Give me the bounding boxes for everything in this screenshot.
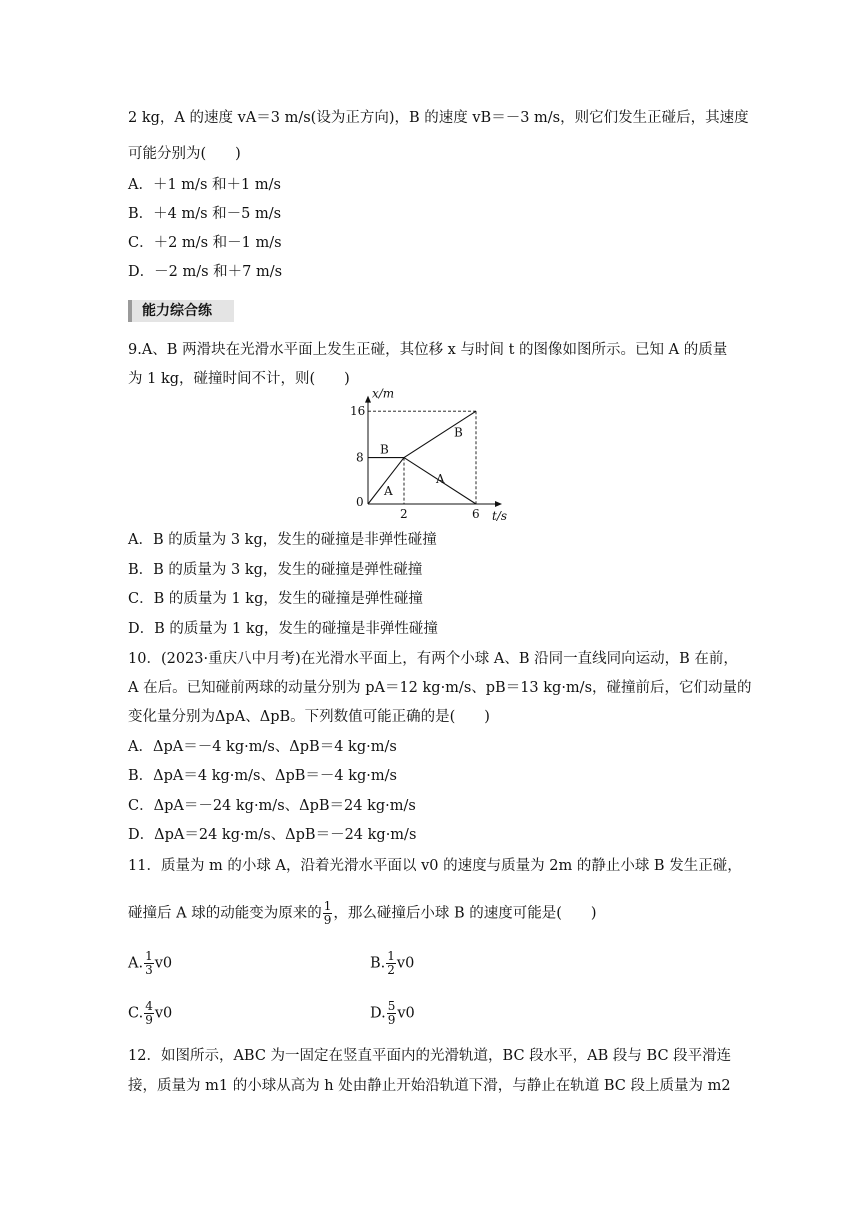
- fraction-denominator: 9: [387, 1013, 396, 1027]
- y-tick-label: 8: [356, 450, 364, 465]
- option-unit: v0: [397, 1005, 415, 1022]
- series-label-A: A: [436, 471, 445, 486]
- option-letter: D.: [370, 1005, 386, 1022]
- option-unit: v0: [154, 1005, 173, 1022]
- x-axis-label: t/s: [492, 509, 508, 523]
- q10-option-b: B．ΔpA＝4 kg·m/s、ΔpB＝－4 kg·m/s: [128, 768, 397, 784]
- q9-text-line2: 为 1 kg，碰撞时间不计，则( ): [128, 371, 350, 387]
- q8-text-line1: 2 kg，A 的速度 vA＝3 m/s(设为正方向)，B 的速度 vB＝－3 m/s，则它们发生正碰后，其速度: [128, 110, 749, 126]
- q11-line2-fraction: [323, 900, 333, 927]
- fraction-numerator: 1: [145, 949, 153, 963]
- option-unit: v0: [396, 955, 415, 972]
- series-label-B: B: [380, 442, 389, 457]
- q8-option-c: C．＋2 m/s 和－1 m/s: [128, 235, 282, 251]
- option-letter: C.: [128, 1005, 144, 1022]
- option-letter: B.: [370, 955, 386, 972]
- option-letter: A.: [128, 955, 144, 972]
- q8-option-d: D．－2 m/s 和＋7 m/s: [128, 264, 283, 280]
- y-axis-arrow: [365, 396, 371, 403]
- q10-text-line2: A 在后。已知碰前两球的动量分别为 pA＝12 kg·m/s、pB＝13 kg·m/s，碰撞前后，它们动量的: [128, 680, 752, 696]
- q11-option-d: [370, 1000, 415, 1027]
- q12-text-line1: 12．如图所示，ABC 为一固定在竖直平面内的光滑轨道，BC 段水平，AB 段与 BC 段平滑连: [128, 1048, 732, 1064]
- x-tick-label: 6: [472, 507, 480, 521]
- y-tick-label: 16: [350, 404, 366, 419]
- option-fraction: [386, 950, 396, 977]
- q10-option-c: C．ΔpA＝－24 kg·m/s、ΔpB＝24 kg·m/s: [128, 798, 416, 814]
- x-axis-arrow: [495, 501, 502, 507]
- fraction-denominator: 9: [323, 913, 332, 927]
- q9-option-d: D．B 的质量为 1 kg，发生的碰撞是非弹性碰撞: [128, 621, 438, 637]
- q8-text-line2: 可能分别为( ): [128, 146, 241, 162]
- q9-option-b: B．B 的质量为 3 kg，发生的碰撞是弹性碰撞: [128, 562, 423, 578]
- option-unit: v0: [154, 955, 173, 972]
- section-title: 能力综合练: [128, 300, 234, 322]
- q9-text-line1: 9.A、B 两滑块在光滑水平面上发生正碰，其位移 x 与时间 t 的图像如图所示。已知 A 的质量: [128, 342, 728, 358]
- x-tick-label: 2: [400, 507, 408, 521]
- fraction-numerator: 5: [387, 999, 396, 1013]
- q11-line2-before: 碰撞后 A 球的动能变为原来的: [128, 905, 322, 922]
- fraction-denominator: 2: [387, 963, 395, 977]
- option-fraction: [144, 1000, 154, 1027]
- q8-option-a: A．＋1 m/s 和＋1 m/s: [128, 177, 281, 193]
- xt-graph: [326, 386, 536, 523]
- q9-option-a: A．B 的质量为 3 kg，发生的碰撞是非弹性碰撞: [128, 532, 437, 548]
- q11-text-line2: [128, 900, 597, 927]
- y-axis-label: x/m: [372, 386, 395, 401]
- q10-option-a: A．ΔpA＝－4 kg·m/s、ΔpB＝4 kg·m/s: [128, 739, 397, 755]
- q11-text-line1: 11．质量为 m 的小球 A，沿着光滑水平面以 v0 的速度与质量为 2m 的静止小球 B 发生正碰，: [128, 858, 742, 874]
- option-fraction: [144, 950, 154, 977]
- q10-option-d: D．ΔpA＝24 kg·m/s、ΔpB＝－24 kg·m/s: [128, 827, 417, 843]
- series-label-B: B: [454, 425, 463, 440]
- q12-text-line2: 接，质量为 m1 的小球从高为 h 处由静止开始沿轨道下滑，与静止在轨道 BC 段上质量为 m2: [128, 1078, 731, 1094]
- series-label-A: A: [384, 483, 393, 498]
- fraction-numerator: 1: [387, 949, 395, 963]
- option-fraction: [387, 1000, 397, 1027]
- q11-option-a: [128, 950, 172, 977]
- x-tick-label: 0: [356, 495, 364, 509]
- fraction-denominator: 9: [145, 1013, 153, 1027]
- fraction-numerator: 4: [145, 999, 153, 1013]
- fraction-numerator: 1: [323, 899, 332, 913]
- q8-option-b: B．＋4 m/s 和－5 m/s: [128, 206, 282, 222]
- q11-line2-after: ，那么碰撞后小球 B 的速度可能是( ): [333, 905, 597, 922]
- q10-text-line3: 变化量分别为ΔpA、ΔpB。下列数值可能正确的是( ): [128, 709, 490, 725]
- q9-option-c: C．B 的质量为 1 kg，发生的碰撞是弹性碰撞: [128, 591, 423, 607]
- q10-text-line1: 10．(2023·重庆八中月考)在光滑水平面上，有两个小球 A、B 沿同一直线同向运动，B 在前，: [128, 651, 738, 667]
- q11-option-c: [128, 1000, 172, 1027]
- q11-option-b: [370, 950, 414, 977]
- fraction-denominator: 3: [145, 963, 153, 977]
